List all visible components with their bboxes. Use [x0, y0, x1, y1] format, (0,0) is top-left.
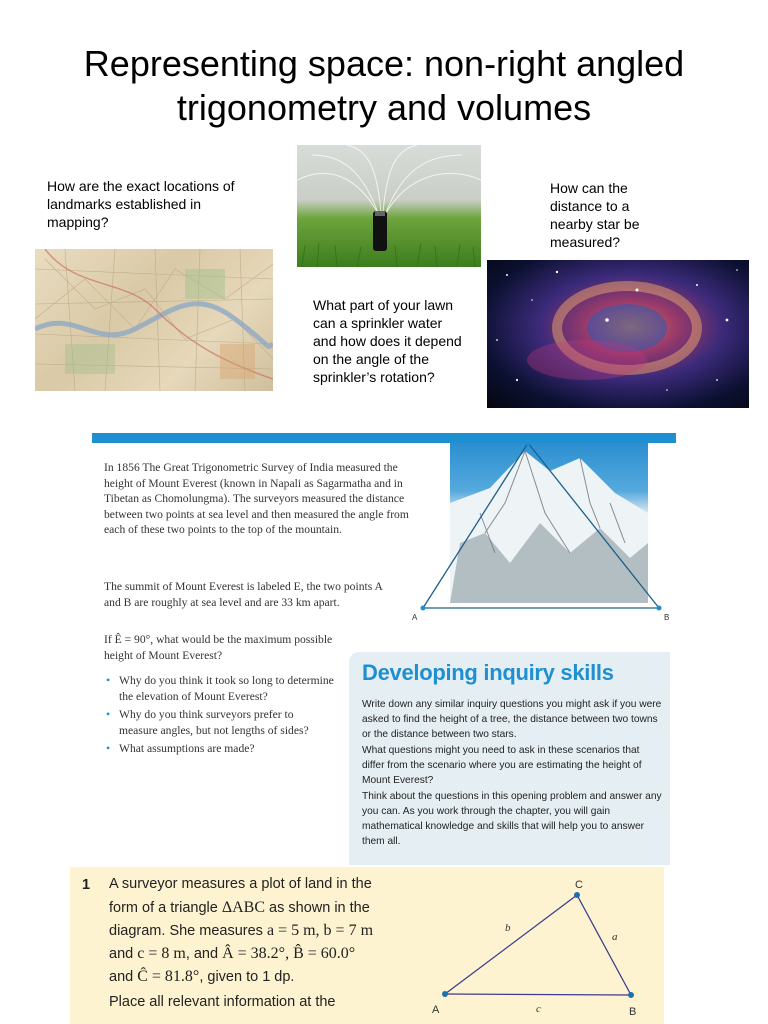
vertex-a-marker	[442, 991, 448, 997]
vertex-c-marker	[574, 892, 580, 898]
list-item: • Why do you think it took so long to determine the elevation of Mount Everest?	[106, 673, 334, 703]
sprinkler-photo	[297, 145, 481, 267]
inquiry-paragraph-2: What questions might you need to ask in these scenarios that differ from the scenario where you are estimating the height of Mount Everest?	[362, 745, 642, 786]
point-e-marker	[526, 441, 531, 446]
map-illustration	[35, 249, 273, 391]
triangle-side-ae	[423, 443, 528, 608]
title-line-1: Representing space: non-right angled	[83, 43, 685, 84]
point-a-label: A	[412, 613, 418, 622]
point-a-marker	[421, 606, 426, 611]
intro-paragraph: In 1856 The Great Trigonometric Survey of India measured the height of Mount Everest (known in Napali as Sagarmatha and in Tibetan as Chomolungma). The surveyors measured the distance between two points at sea level and then measured the angle from each of these two points to the top of the mountain.	[104, 461, 409, 536]
question-map: How are the exact locations of landmarks established in mapping?	[47, 178, 235, 230]
summit-paragraph: The summit of Mount Everest is labeled E, the two points A and B are roughly at sea level and are 33 km apart.	[104, 580, 383, 609]
exercise-line-1: A surveyor measures a plot of land in the	[109, 876, 372, 892]
side-c-label: c	[536, 1003, 541, 1015]
side-a-label: a	[612, 931, 618, 943]
vertex-c-label: C	[575, 879, 583, 891]
exercise-line-5: and Ĉ = 81.8°, given to 1 dp.	[109, 968, 295, 985]
nebula-illustration	[487, 260, 749, 408]
map-photo	[35, 249, 273, 391]
vertex-a-label: A	[432, 1004, 440, 1016]
question-sprinkler: What part of your lawn can a sprinkler water and how does it depend on the angle of the sprinkler’s rotation?	[313, 297, 462, 385]
question-star: How can the distance to a nearby star be measured?	[550, 180, 640, 250]
question-paragraph: If Ê = 90°, what would be the maximum possible height of Mount Everest?	[104, 633, 333, 662]
triangle-side-eb	[528, 443, 659, 608]
list-item: • Why do you think surveyors prefer to measure angles, but not lengths of sides?	[106, 707, 309, 737]
inquiry-paragraph-1: Write down any similar inquiry questions you might ask if you were asked to find the height of a tree, the distance between two towns or the distance between two stars.	[362, 699, 662, 740]
list-item: • What assumptions are made?	[106, 741, 255, 755]
inquiry-heading: Developing inquiry skills	[362, 660, 614, 685]
page-title	[0, 42, 768, 130]
textbook-excerpt	[92, 433, 676, 865]
exercise-line-6: Place all relevant information at the	[109, 994, 336, 1010]
question-list	[104, 673, 334, 760]
vertex-b-label: B	[629, 1006, 637, 1018]
side-a-line	[577, 895, 631, 995]
exercise-number: 1	[82, 877, 91, 893]
exercise-triangle-diagram	[425, 867, 664, 1024]
point-b-label: B	[664, 613, 670, 622]
exercise-line-3: diagram. She measures a = 5 m, b = 7 m	[109, 922, 374, 939]
everest-triangle-diagram	[402, 433, 686, 633]
side-b-line	[445, 895, 577, 994]
side-b-label: b	[505, 922, 511, 934]
inquiry-box	[349, 652, 670, 865]
side-c-line	[445, 994, 631, 995]
vertex-b-marker	[628, 992, 634, 998]
sprinkler-illustration	[297, 145, 481, 267]
exercise-panel	[70, 867, 664, 1024]
exercise-line-4: and c = 8 m, and Â = 38.2°, B̂ = 60.0°	[109, 945, 356, 962]
inquiry-paragraph-3: Think about the questions in this opening problem and answer any you can. As you work through the chapter, you will gain mathematical knowledge and skills that will help you to answer them all.	[362, 791, 662, 847]
nebula-photo	[487, 260, 749, 408]
title-line-2: trigonometry and volumes	[176, 87, 592, 128]
exercise-line-2: form of a triangle ΔABC as shown in the	[109, 899, 370, 916]
point-b-marker	[657, 606, 662, 611]
